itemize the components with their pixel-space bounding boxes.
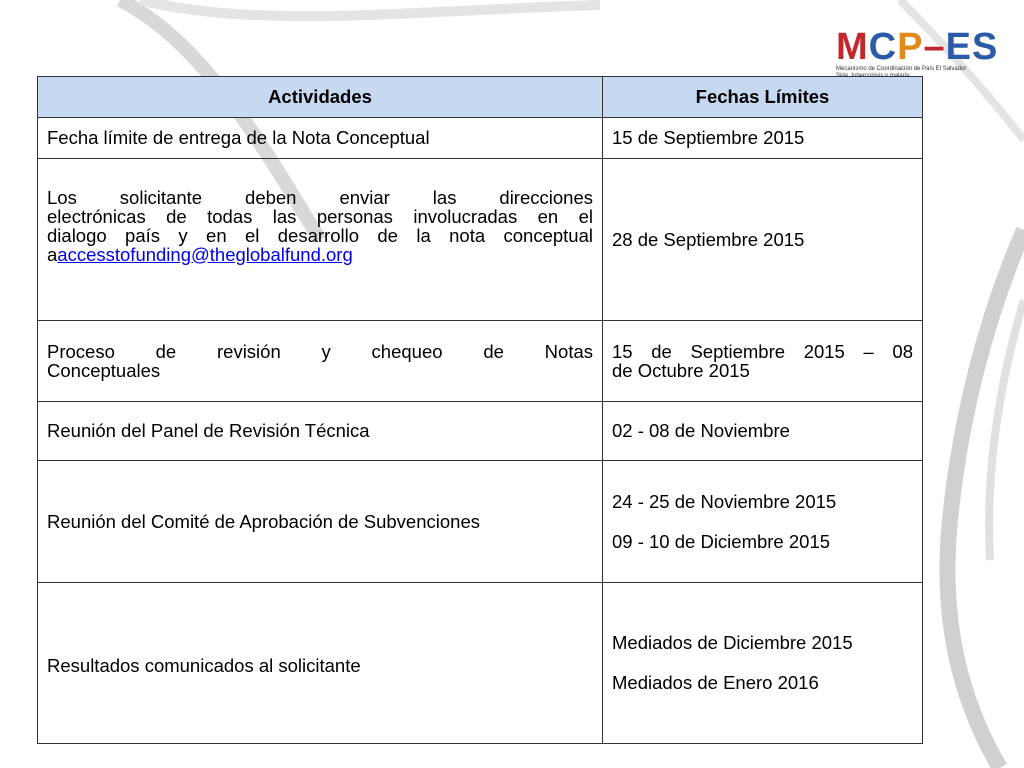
table-header-row [38, 77, 923, 118]
logo-letter-m: M [836, 26, 869, 68]
activity-cell: Reunión del Comité de Aprobación de Subvenciones [38, 461, 603, 583]
header-actividades: Actividades [38, 77, 603, 118]
date-line: 15 de Septiembre 2015 – 08 [612, 341, 913, 362]
date-cell [603, 321, 923, 402]
activity-line: Conceptuales [47, 360, 161, 381]
activity-text: Resultados comunicados al solicitante [47, 655, 361, 676]
activity-cell [38, 583, 603, 744]
table-row [38, 321, 923, 402]
date-line: 24 - 25 de Noviembre 2015 [612, 490, 837, 512]
activity-cell [38, 159, 603, 321]
mcp-es-logo [836, 26, 999, 80]
logo-dash: – [923, 26, 946, 68]
link-prefix: a [47, 243, 58, 265]
activity-cell: Fecha límite de entrega de la Nota Conceptual [38, 118, 603, 159]
date-line: de Octubre 2015 [612, 360, 750, 381]
logo-subtitle-1: Mecanismo de Coordinación de País El Salvador [836, 66, 967, 72]
activity-line: dialogo país y en el desarrollo de la nota conceptual [47, 224, 593, 246]
activity-cell [38, 321, 603, 402]
table-row [38, 402, 923, 461]
logo-letters-es: ES [945, 26, 999, 68]
date-cell: 02 - 08 de Noviembre [603, 402, 923, 461]
date-line: Mediados de Enero 2016 [612, 672, 819, 693]
date-cell: 28 de Septiembre 2015 [603, 159, 923, 321]
date-line: Mediados de Diciembre 2015 [612, 632, 853, 653]
logo-letter-p: P [897, 26, 924, 68]
logo-wordmark [836, 26, 999, 68]
table-row [38, 118, 923, 159]
date-cell [603, 583, 923, 744]
activity-cell: Reunión del Panel de Revisión Técnica [38, 402, 603, 461]
date-cell [603, 461, 923, 583]
activity-line: Proceso de revisión y chequeo de Notas [47, 341, 593, 362]
table-row [38, 159, 923, 321]
date-line: 09 - 10 de Diciembre 2015 [612, 530, 831, 552]
activity-line: electrónicas de todas las personas involucradas en el [47, 205, 593, 227]
table-row [38, 461, 923, 583]
email-link[interactable]: accesstofunding@theglobalfund.org [57, 243, 353, 265]
date-cell: 15 de Septiembre 2015 [603, 118, 923, 159]
header-fechas-limites: Fechas Límites [603, 77, 923, 118]
schedule-table [37, 76, 923, 744]
logo-letter-c: C [868, 26, 898, 68]
activity-line: Los solicitante deben enviar las direcciones [47, 186, 593, 208]
activity-line [47, 245, 593, 292]
table-row [38, 583, 923, 744]
